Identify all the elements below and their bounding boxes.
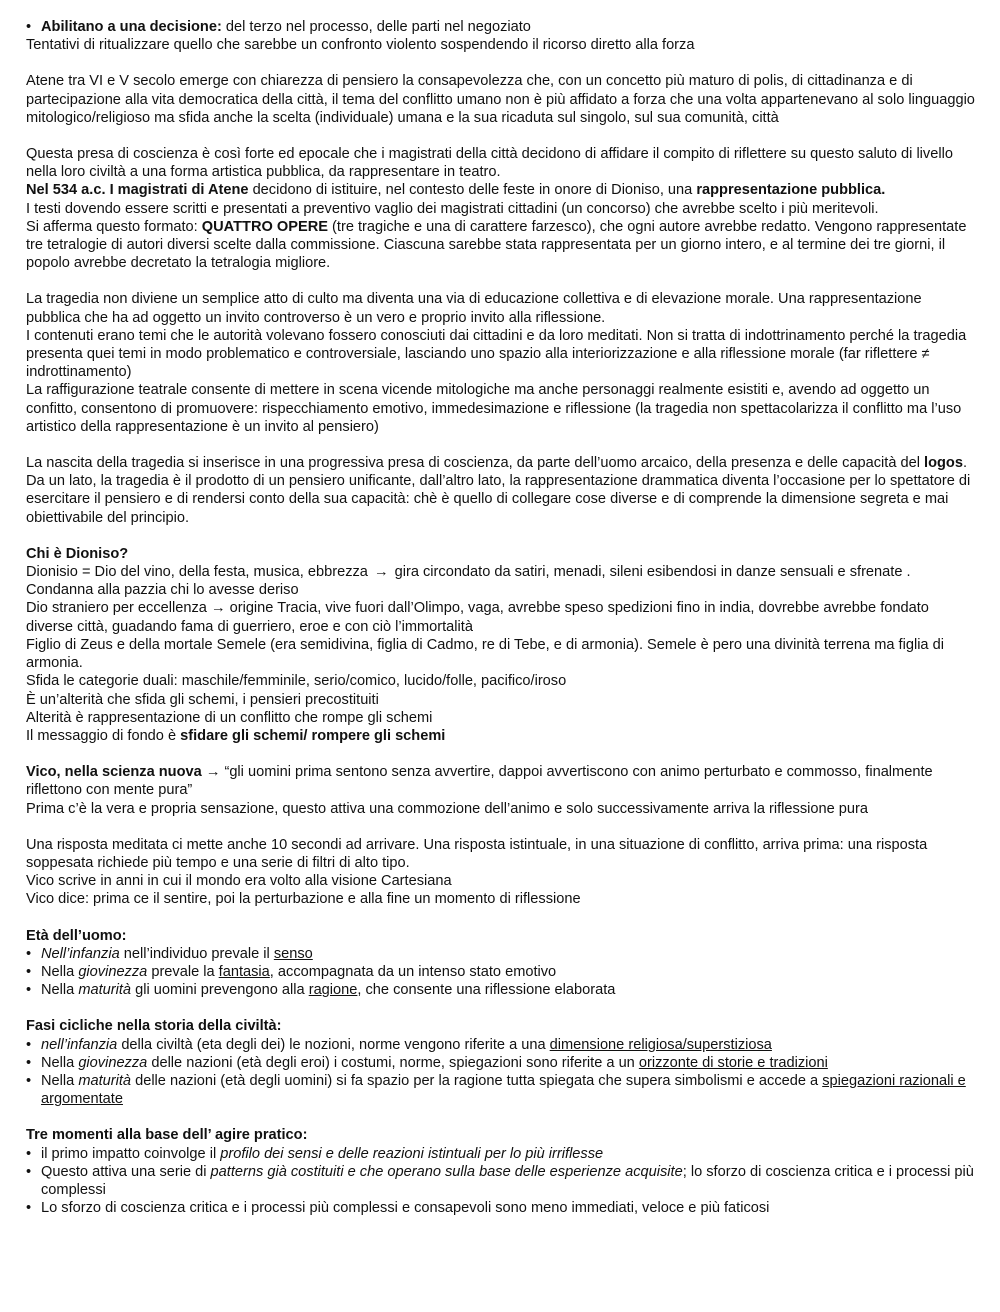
bullet-icon: • <box>26 1200 32 1217</box>
paragraph: È un’alterità che sfida gli schemi, i pensieri precostituiti <box>26 691 379 708</box>
paragraph: Tentativi di ritualizzare quello che sarebbe un confronto violento sospendendo il ricorso diretto alla forza <box>26 37 695 54</box>
bold-text: QUATTRO OPERE <box>201 218 328 235</box>
paragraph <box>26 563 976 581</box>
paragraph <box>26 727 976 745</box>
text: Dio straniero per eccellenza <box>26 600 211 617</box>
section-heading <box>26 1017 976 1035</box>
text: decidono di istituire, nel contesto delle feste in onore di Dioniso, una <box>248 182 697 199</box>
text: il primo impatto coinvolge il <box>41 1145 221 1162</box>
list-item <box>26 963 976 981</box>
text: La nascita della tragedia si inserisce in una progressiva presa di coscienza, da parte dell’uomo arcaico, della presenza e delle capacità del <box>26 455 925 472</box>
text: Nella <box>41 963 79 980</box>
bold-text: sfidare gli schemi/ rompere gli schemi <box>180 727 446 744</box>
section-heading <box>26 927 976 945</box>
bold-text: logos <box>924 455 963 472</box>
section-heading <box>26 545 976 563</box>
underlined-text: ragione <box>308 982 358 999</box>
text: gira circondato da satiri, menadi, sileni esibendosi in danze sensuali e sfrenate . <box>390 564 911 581</box>
text: della civiltà (eta degli dei) le nozioni, norme vengono riferite a una <box>117 1036 550 1053</box>
italic-text: maturità <box>78 982 132 999</box>
italic-text: maturità <box>78 1072 132 1089</box>
intro-list <box>26 18 976 36</box>
bullet-icon: • <box>26 945 32 962</box>
paragraph: I testi dovendo essere scritti e presentati a preventivo vaglio dei magistrati cittadini (un concorso) che avrebbe scelto i più meritevoli. <box>26 200 879 217</box>
italic-text: profilo dei sensi e delle reazioni istintuali per lo più irriflesse <box>220 1145 604 1162</box>
paragraph-atene: Atene tra VI e V secolo emerge con chiarezza di pensiero la consapevolezza che, con un concetto più maturo di polis, di cittadinanza e di partecipazione alla vita democratica della città, il tema del conflitto umano non è più affidato a forza che una volta appartenevano al solo linguaggio mitologico/religioso ma sfida anche la scelta (individuale) umana e la sua ricaduta sul singolo, sul sua comunità, città <box>26 73 975 126</box>
bullet-icon: • <box>26 1036 32 1053</box>
paragraph <box>26 218 976 273</box>
list-item <box>26 1163 976 1199</box>
bold-text: Vico, nella scienza nuova <box>26 764 202 781</box>
heading-text: Chi è Dioniso? <box>26 545 129 562</box>
list-item <box>26 1145 976 1163</box>
text: Nella <box>41 1054 79 1071</box>
paragraph: Alterità è rappresentazione di un conflitto che rompe gli schemi <box>26 709 433 726</box>
italic-text: giovinezza <box>78 963 148 980</box>
bullet-icon: • <box>26 963 32 980</box>
text: delle nazioni (età degli eroi) i costumi, norme, spiegazioni sono riferite a un <box>147 1054 639 1071</box>
underlined-text: dimensione religiosa/superstiziosa <box>549 1036 772 1053</box>
list-item <box>26 1072 976 1108</box>
list-item <box>26 981 976 999</box>
paragraph <box>26 181 976 199</box>
quote-text: “gli uomini prima sentono senza avvertire, dappoi avvertiscono con animo perturbato e commosso, finalmente riflettono con mente pura” <box>26 764 933 799</box>
heading-text: Tre momenti alla base dell’ agire pratico: <box>26 1127 308 1144</box>
bold-text: Nel 534 a.c. I magistrati di Atene <box>26 182 249 199</box>
bold-text: Abilitano a una decisione: <box>41 19 222 35</box>
paragraph-vico <box>26 763 976 799</box>
paragraph: Sfida le categorie duali: maschile/femminile, serio/comico, lucido/folle, pacifico/iroso <box>26 673 567 690</box>
underlined-text: spiegazioni razionali e argomentate <box>41 1072 966 1108</box>
bullet-icon: • <box>26 19 32 35</box>
text: Lo sforzo di coscienza critica e i processi più complessi e consapevoli sono meno immediati, veloce e più faticosi <box>41 1200 770 1217</box>
text: Nella <box>41 1072 79 1089</box>
text: del terzo nel processo, delle parti nel negoziato <box>221 19 531 35</box>
section-heading <box>26 1126 976 1144</box>
text: Nella <box>41 982 79 999</box>
italic-text: nell’infanzia <box>41 1036 118 1053</box>
underlined-text: fantasia <box>218 963 270 980</box>
arrow-icon: → <box>210 600 226 617</box>
underlined-text: orizzonte di storie e tradizioni <box>638 1054 828 1071</box>
bullet-icon: • <box>26 1072 32 1089</box>
paragraph: Condanna alla pazzia chi lo avesse deriso <box>26 582 299 599</box>
bullet-icon: • <box>26 982 32 999</box>
paragraph: Questa presa di coscienza è così forte ed epocale che i magistrati della città decidono di affidare il compito di riflettere su questo saluto di livello nella loro civiltà a una forma artistica pubblica, da rappresentare in teatro. <box>26 146 953 181</box>
bullet-icon: • <box>26 1145 32 1162</box>
fasi-list <box>26 1036 976 1109</box>
list-item <box>26 1036 976 1054</box>
text: gli uomini prevengono alla <box>131 982 309 999</box>
text: prevale la <box>147 963 219 980</box>
list-item <box>26 1199 976 1217</box>
text: ; lo sforzo di coscienza critica e i processi più complessi <box>41 1163 974 1198</box>
momenti-list <box>26 1145 976 1218</box>
text: . Da un lato, la tragedia è il prodotto di un pensiero unificante, dall’altro lato, la rappresentazione drammatica diventa l’occasione per lo spettatore di esercitare il pensiero e di rendersi conto della sua capacità: chè è quello di collegare cose diverse e di comprende la dimensione segreta e mai obiettivabile del principio. <box>26 455 971 526</box>
italic-text: giovinezza <box>78 1054 148 1071</box>
arrow-icon: → <box>205 764 221 781</box>
paragraph-nascita <box>26 454 976 527</box>
text: nell’individuo prevale il <box>119 945 274 962</box>
text: origine Tracia, vive fuori dall’Olimpo, vaga, avrebbe speso spedizioni fino in india, dovrebbe avrebbe fondato diverse città, guadando fama di guerriero, eroe e con ciò l’immortalità <box>26 600 929 635</box>
underlined-text: senso <box>273 945 313 962</box>
text: (tre tragiche e una di carattere farzesco), che ogni autore avrebbe redatto. Vengono rappresentate tre tetralogie di autori diversi scelte dalla commissione. Ciascuna sarebbe stata rappresentata per un giorno intero, e al termine dei tre giorni, il popolo avrebbe decretato la tetralogia migliore. <box>26 218 967 272</box>
italic-text: patterns già costituiti e che operano sulla base delle esperienze acquisite <box>210 1163 683 1180</box>
paragraph: Figlio di Zeus e della mortale Semele (era semidivina, figlia di Cadmo, re di Tebe, e di armonia). Semele è pero una divinità terrena ma figlia di armonia. <box>26 636 944 672</box>
text: , accompagnata da un intenso stato emotivo <box>269 963 557 980</box>
paragraph: Una risposta meditata ci mette anche 10 secondi ad arrivare. Una risposta istintuale, in una situazione di conflitto, arriva prima: una risposta soppesata richiede più tempo e una serie di filtri di alto tipo. <box>26 836 928 871</box>
paragraph: Vico scrive in anni in cui il mondo era volto alla visione Cartesiana <box>26 873 452 890</box>
paragraph: La tragedia non diviene un semplice atto di culto ma diventa una via di educazione collettiva e di elevazione morale. Una rappresentazione pubblica che ha ad oggetto un invito controverso è un vero e proprio invito alla riflessione. <box>26 291 922 326</box>
paragraph: La raffigurazione teatrale consente di mettere in scena vicende mitologiche ma anche personaggi realmente esistiti e, avendo ad oggetto un confitto, consentono di promuovere: rispecchiamento emotivo, immedesimazione e riflessione (la tragedia non spettacolarizza il conflitto ma l’uso artistico della rappresentazione è un invito al pensiero) <box>26 382 962 435</box>
bullet-icon: • <box>26 1163 32 1180</box>
heading-text: Fasi cicliche nella storia della civiltà: <box>26 1018 282 1035</box>
text: Si afferma questo formato: <box>26 218 202 235</box>
text: delle nazioni (età degli uomini) si fa spazio per la ragione tutta spiegata che supera simbolismi e accede a <box>131 1072 823 1089</box>
text: Dionisio = Dio del vino, della festa, musica, ebbrezza <box>26 564 372 581</box>
list-item <box>26 1054 976 1072</box>
paragraph: I contenuti erano temi che le autorità volevano fossero conosciuti dai cittadini e da loro meditati. Non si tratta di indottrinamento perché la tragedia presenta quei temi in modo problematico e controversiale, lasciando uno spazio alla interiorizzazione e alla riflessione morale (far riflettere ≠ indrottinamento) <box>26 327 967 381</box>
bullet-icon: • <box>26 1054 32 1071</box>
paragraph: Vico dice: prima ce il sentire, poi la perturbazione e alla fine un momento di riflessione <box>26 891 581 908</box>
text: Il messaggio di fondo è <box>26 727 181 744</box>
italic-text: Nell’infanzia <box>41 945 120 962</box>
eta-list <box>26 945 976 1000</box>
arrow-icon: → <box>373 564 389 581</box>
heading-text: Età dell’uomo: <box>26 927 127 944</box>
list-item <box>26 945 976 963</box>
paragraph <box>26 599 976 635</box>
paragraph: Prima c’è la vera e propria sensazione, questo attiva una commozione dell’animo e solo successivamente arriva la riflessione pura <box>26 800 868 817</box>
text: Questo attiva una serie di <box>41 1163 211 1180</box>
list-item <box>26 18 976 36</box>
text: , che consente una riflessione elaborata <box>357 982 616 999</box>
bold-text: rappresentazione pubblica. <box>696 182 886 199</box>
